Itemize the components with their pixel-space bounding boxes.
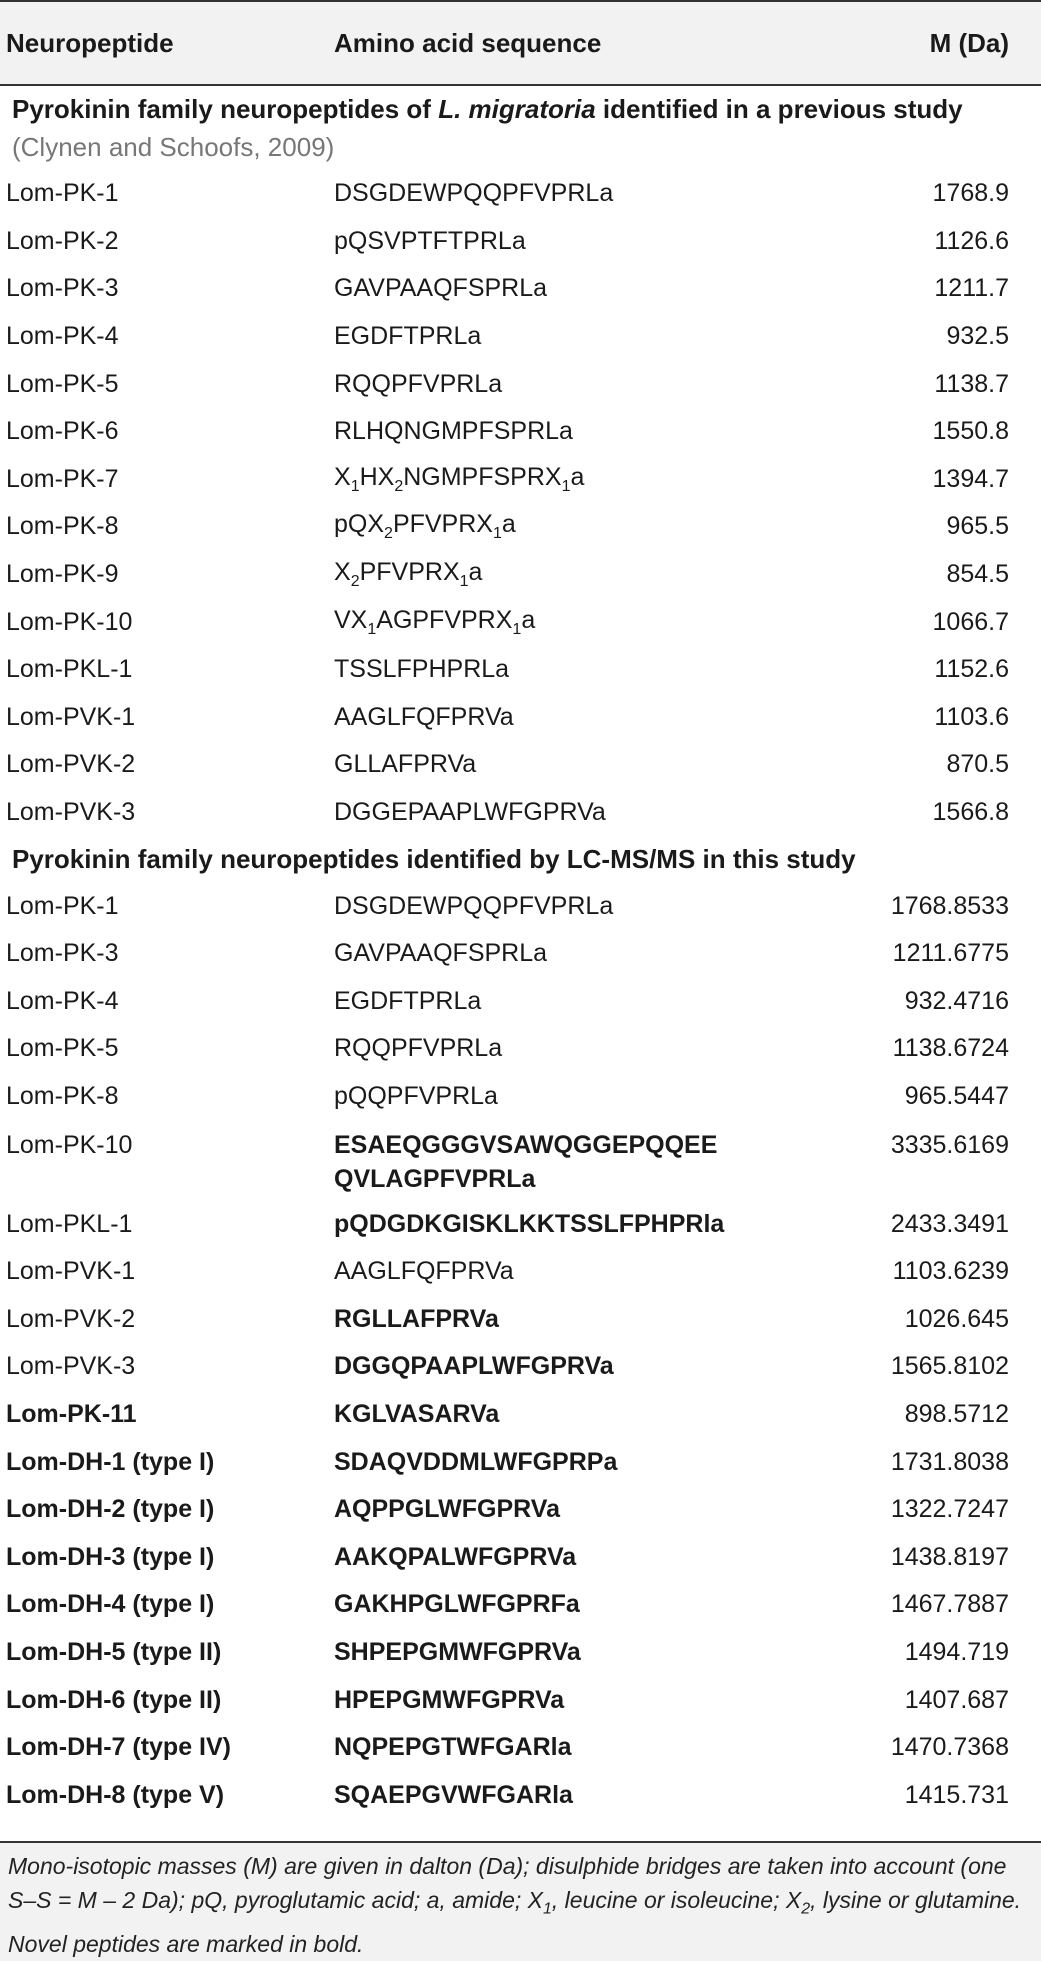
- peptide-name: Lom-PK-6: [6, 417, 119, 446]
- seq-part: a: [521, 605, 536, 634]
- footnote-subscript: 2: [801, 1900, 811, 1918]
- peptide-mass: 932.4716: [904, 986, 1009, 1015]
- peptide-sequence: GAKHPGLWFGPRFa: [334, 1590, 580, 1619]
- peptide-name: Lom-DH-1 (type I): [6, 1447, 215, 1476]
- seq-part: VX: [334, 605, 368, 634]
- peptide-name: Lom-PKL-1: [6, 1209, 133, 1238]
- peptide-mass: 2433.3491: [890, 1209, 1009, 1238]
- table-row: [0, 1724, 1041, 1772]
- peptide-sequence: pQQPFVPRLa: [334, 1081, 498, 1110]
- section-heading-previous: [0, 85, 1041, 170]
- section1-title-start: Pyrokinin family neuropeptides of: [12, 94, 439, 124]
- peptide-sequence: DSGDEWPQQPFVPRLa: [334, 891, 614, 920]
- seq-part: AGPFVPRX: [376, 605, 513, 634]
- peptide-mass: 1566.8: [932, 798, 1009, 827]
- peptide-name: Lom-DH-6 (type II): [6, 1685, 222, 1714]
- peptide-sequence: pQSVPTFTPRLa: [334, 226, 526, 255]
- peptide-name: Lom-PK-7: [6, 464, 119, 493]
- peptide-sequence: SHPEPGMWFGPRVa: [334, 1637, 581, 1666]
- header-sequence: Amino acid sequence: [334, 1, 874, 85]
- section1-citation: (Clynen and Schoofs, 2009): [12, 132, 335, 162]
- peptide-mass: 870.5: [946, 750, 1009, 779]
- peptide-mass: 1565.8102: [890, 1352, 1009, 1381]
- table-footnote: [0, 1841, 1041, 1961]
- table-row: [0, 1581, 1041, 1629]
- seq-part: a: [468, 558, 483, 587]
- peptide-mass: 1322.7247: [890, 1495, 1009, 1524]
- footnote-text: [0, 1843, 1041, 1961]
- header-row: [0, 1, 1041, 85]
- peptide-sequence: DGGEPAAPLWFGPRVa: [334, 798, 606, 827]
- peptide-mass: 1026.645: [904, 1304, 1009, 1333]
- peptide-name: Lom-DH-2 (type I): [6, 1495, 215, 1524]
- seq-subscript: 1: [367, 620, 377, 638]
- table-row: [0, 930, 1041, 978]
- table-row: [0, 1391, 1041, 1439]
- peptide-mass: 3335.6169: [890, 1131, 1009, 1160]
- peptide-sequence: EGDFTPRLa: [334, 986, 482, 1015]
- peptide-mass: 1138.7: [934, 369, 1009, 398]
- table-row: [0, 1120, 1041, 1200]
- peptide-name: Lom-PVK-1: [6, 702, 136, 731]
- footnote-part: , leucine or isoleucine; X: [551, 1887, 802, 1913]
- table-row: [0, 1200, 1041, 1248]
- peptide-mass: 1103.6: [934, 702, 1009, 731]
- peptide-sequence: AAGLFQFPRVa: [334, 702, 514, 731]
- peptide-mass: 1211.7: [934, 274, 1009, 303]
- peptide-sequence: [334, 503, 874, 551]
- peptide-sequence: GAVPAAQFSPRLa: [334, 939, 548, 968]
- table-row: [0, 170, 1041, 218]
- seq-part: pQX: [334, 510, 385, 539]
- peptide-name: Lom-PVK-3: [6, 1352, 136, 1381]
- seq-part: NGMPFSPRX: [403, 462, 562, 491]
- peptide-mass: 932.5: [946, 322, 1009, 351]
- peptide-name: Lom-PVK-1: [6, 1257, 136, 1286]
- seq-part: X: [334, 558, 351, 587]
- seq-subscript: 2: [350, 573, 360, 591]
- table-row: [0, 978, 1041, 1026]
- peptide-mass: 1415.731: [904, 1780, 1009, 1809]
- peptide-sequence: RQQPFVPRLa: [334, 369, 503, 398]
- peptide-sequence: AAGLFQFPRVa: [334, 1257, 514, 1286]
- peptide-sequence: HPEPGMWFGPRVa: [334, 1685, 565, 1714]
- peptide-name: Lom-PK-5: [6, 369, 119, 398]
- peptide-name: Lom-PK-2: [6, 226, 119, 255]
- table-row: [0, 551, 1041, 599]
- peptide-name: Lom-PK-8: [6, 512, 119, 541]
- table-row: [0, 360, 1041, 408]
- table-row: [0, 408, 1041, 456]
- table-row: [0, 265, 1041, 313]
- peptide-mass: 1103.6239: [892, 1257, 1009, 1286]
- table-row: [0, 1533, 1041, 1581]
- peptide-mass: 1768.8533: [890, 891, 1009, 920]
- peptide-sequence: [334, 551, 874, 599]
- peptide-sequence: [334, 456, 874, 504]
- table-row: [0, 1073, 1041, 1121]
- peptide-name: Lom-PK-11: [6, 1399, 137, 1428]
- peptide-sequence: [334, 598, 874, 646]
- peptide-sequence: KGLVASARVa: [334, 1399, 500, 1428]
- peptide-sequence: GAVPAAQFSPRLa: [334, 274, 548, 303]
- peptide-mass: 1550.8: [932, 417, 1009, 446]
- peptide-name: Lom-PK-4: [6, 986, 119, 1015]
- peptide-mass: 1494.719: [904, 1637, 1009, 1666]
- peptide-mass: 1407.687: [904, 1685, 1009, 1714]
- peptide-name: Lom-PK-8: [6, 1081, 119, 1110]
- seq-subscript: 1: [350, 477, 360, 495]
- peptide-sequence: SDAQVDDMLWFGPRPa: [334, 1447, 618, 1476]
- peptide-mass: 1211.6775: [892, 939, 1009, 968]
- peptide-name: Lom-PK-1: [6, 179, 119, 208]
- peptide-sequence: RLHQNGMPFSPRLa: [334, 417, 573, 446]
- peptide-sequence-line2: QVLAGPFVPRLa: [334, 1165, 536, 1194]
- table-row: [0, 1676, 1041, 1724]
- seq-subscript: 1: [459, 573, 469, 591]
- table-row: [0, 882, 1041, 930]
- section1-title-end: identified in a previous study: [595, 94, 963, 124]
- seq-part: PFVPRX: [359, 558, 460, 587]
- peptide-mass: 1470.7368: [890, 1733, 1009, 1762]
- table-row: [0, 1486, 1041, 1534]
- peptide-name: Lom-PK-4: [6, 322, 119, 351]
- peptide-sequence: RGLLAFPRVa: [334, 1304, 499, 1333]
- seq-subscript: 2: [394, 477, 404, 495]
- peptide-mass: 1731.8038: [890, 1447, 1009, 1476]
- peptide-mass: 1126.6: [934, 226, 1009, 255]
- footnote-part: Mono-isotopic masses (M) are given in dalton (Da); disulphide bridges are taken into account (one S–S = M – 2 Da); pQ, pyroglutamic acid; a, amide; X: [8, 1853, 1007, 1913]
- peptide-sequence: TSSLFPHPRLa: [334, 655, 510, 684]
- table-row: [0, 1025, 1041, 1073]
- peptide-mass: 1768.9: [932, 179, 1009, 208]
- peptide-name: Lom-DH-3 (type I): [6, 1542, 215, 1571]
- table-row: [0, 1295, 1041, 1343]
- table-row: [0, 313, 1041, 361]
- table-row: [0, 1629, 1041, 1677]
- section-heading-this-study: [0, 836, 1041, 882]
- table-row: [0, 694, 1041, 742]
- table-row: [0, 789, 1041, 837]
- seq-part: a: [501, 510, 516, 539]
- peptide-sequence: EGDFTPRLa: [334, 322, 482, 351]
- peptide-sequence: RQQPFVPRLa: [334, 1034, 503, 1063]
- seq-subscript: 2: [384, 525, 393, 543]
- section1-title-species: L. migratoria: [438, 94, 596, 124]
- peptide-sequence: DSGDEWPQQPFVPRLa: [334, 179, 614, 208]
- peptide-name: Lom-PVK-3: [6, 798, 136, 827]
- peptide-mass: 1138.6724: [892, 1034, 1009, 1063]
- footnote-subscript: 1: [543, 1900, 552, 1918]
- peptide-mass: 1152.6: [934, 655, 1009, 684]
- peptide-sequence: AQPPGLWFGPRVa: [334, 1495, 560, 1524]
- table-row: [0, 1343, 1041, 1391]
- section-heading-this-study-text: Pyrokinin family neuropeptides identified by LC-MS/MS in this study: [12, 844, 856, 875]
- peptide-name: Lom-DH-8 (type V): [6, 1780, 225, 1809]
- table-row: [0, 218, 1041, 266]
- peptide-mass: 1467.7887: [890, 1590, 1009, 1619]
- peptide-name: Lom-PK-10: [6, 607, 133, 636]
- header-mass: M (Da): [874, 1, 1041, 85]
- peptide-sequence-line1: ESAEQGGGVSAWQGGEPQQEE: [334, 1131, 718, 1160]
- peptide-sequence: NQPEPGTWFGARla: [334, 1733, 572, 1762]
- section-heading-previous-text: [0, 85, 1041, 170]
- header-neuropeptide: Neuropeptide: [0, 1, 334, 85]
- peptide-mass: 1066.7: [932, 607, 1009, 636]
- seq-part: a: [570, 462, 585, 491]
- peptide-name: Lom-PK-1: [6, 891, 119, 920]
- table-header: [0, 1, 1041, 85]
- table-row: [0, 1248, 1041, 1296]
- peptide-sequence: AAKQPALWFGPRVa: [334, 1542, 577, 1571]
- peptide-mass: 1394.7: [932, 464, 1009, 493]
- peptide-mass: 1438.8197: [890, 1542, 1009, 1571]
- table-row: [0, 646, 1041, 694]
- peptide-mass: 965.5: [946, 512, 1009, 541]
- seq-part: PFVPRX: [392, 510, 493, 539]
- seq-subscript: 1: [492, 525, 502, 543]
- table-row: [0, 1438, 1041, 1486]
- footnote-part: , lysine or glutamine. Novel peptides are marked in bold.: [8, 1887, 1022, 1957]
- table-row: [0, 456, 1041, 504]
- table-row: [0, 598, 1041, 646]
- peptide-sequence: DGGQPAAPLWFGPRVa: [334, 1352, 614, 1381]
- seq-subscript: 1: [512, 620, 522, 638]
- peptide-name: Lom-PKL-1: [6, 655, 133, 684]
- peptide-mass: 898.5712: [904, 1399, 1009, 1428]
- peptide-name: Lom-DH-4 (type I): [6, 1590, 215, 1619]
- peptide-sequence: SQAEPGVWFGARla: [334, 1780, 573, 1809]
- seq-part: HX: [359, 462, 395, 491]
- peptide-name: Lom-PK-9: [6, 560, 119, 589]
- peptide-mass: 854.5: [946, 560, 1009, 589]
- table-row: [0, 1771, 1041, 1819]
- table-row: [0, 503, 1041, 551]
- peptide-mass: 965.5447: [904, 1081, 1009, 1110]
- peptide-name: Lom-DH-5 (type II): [6, 1637, 222, 1666]
- peptide-name: Lom-PK-5: [6, 1034, 119, 1063]
- peptide-name: Lom-DH-7 (type IV): [6, 1733, 231, 1762]
- seq-subscript: 1: [561, 477, 571, 495]
- peptide-name: Lom-PVK-2: [6, 1304, 136, 1333]
- peptide-sequence: pQDGDKGISKLKKTSSLFPHPRla: [334, 1209, 725, 1238]
- peptide-name: Lom-PK-3: [6, 274, 119, 303]
- peptide-name: Lom-PK-10: [6, 1131, 133, 1160]
- seq-part: X: [334, 462, 351, 491]
- peptide-name: Lom-PVK-2: [6, 750, 136, 779]
- peptide-sequence: [334, 1120, 874, 1200]
- peptide-sequence: GLLAFPRVa: [334, 750, 477, 779]
- table-body: [0, 85, 1041, 1819]
- peptide-name: Lom-PK-3: [6, 939, 119, 968]
- table-row: [0, 741, 1041, 789]
